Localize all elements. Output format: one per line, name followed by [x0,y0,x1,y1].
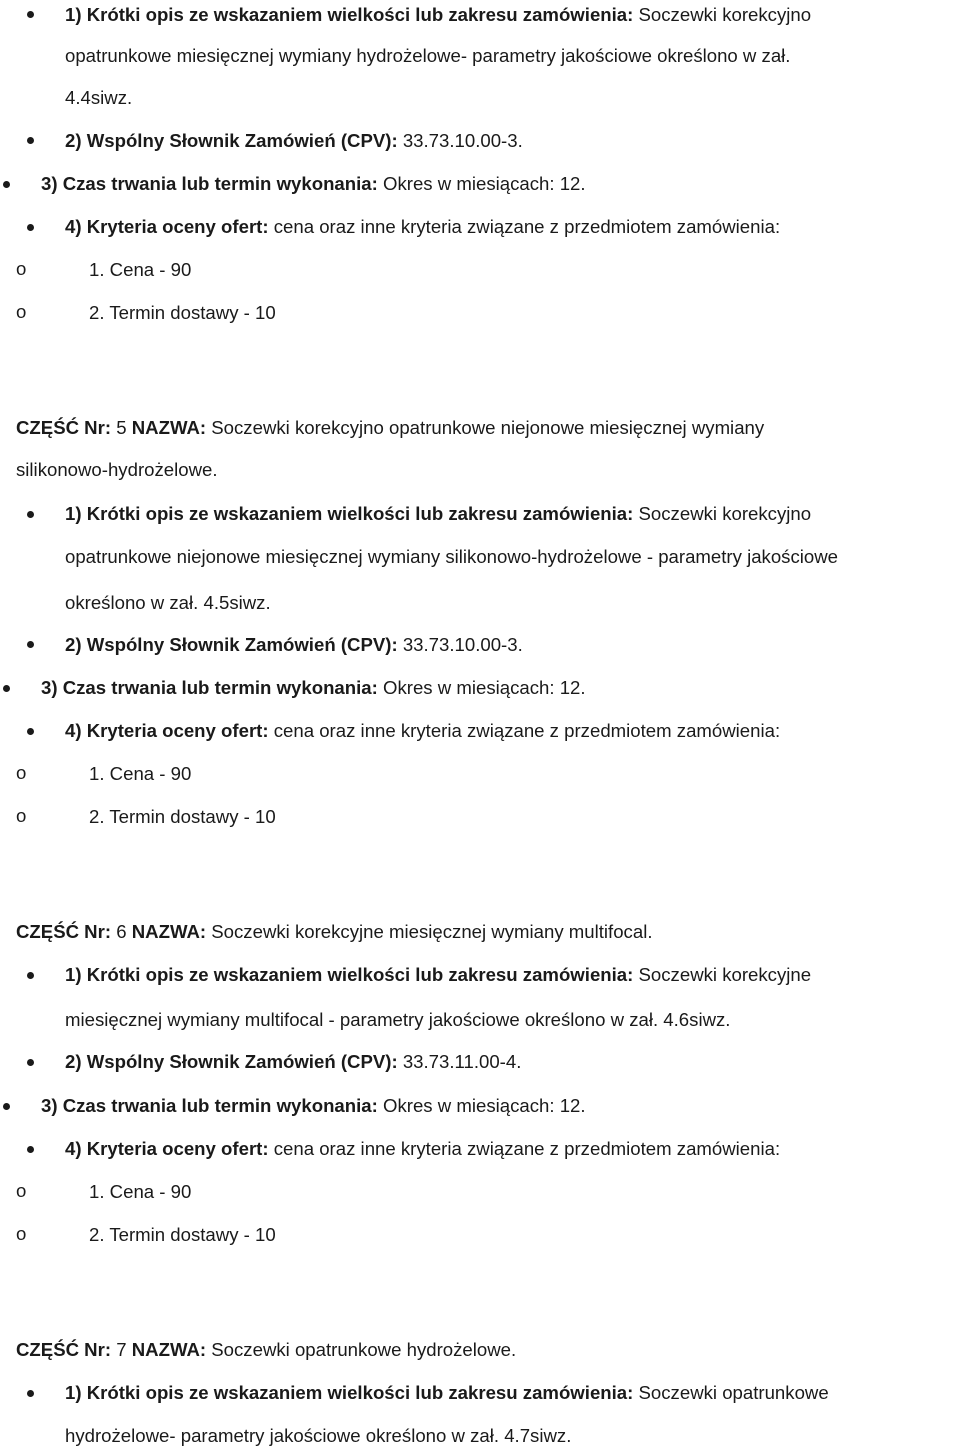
criterion-delivery: 2. Termin dostawy - 10 [89,1224,276,1245]
short-description: 1) Krótki opis ze wskazaniem wielkości lub zakresu zamówienia: Soczewki korekcyjne [65,964,812,985]
evaluation-criteria: 4) Kryteria oceny ofert: cena oraz inne kryteria związane z przedmiotem zamówienia: [65,1138,781,1159]
bullet-icon [27,224,34,231]
bullet-icon [3,181,10,188]
short-description-cont: określono w zał. 4.5siwz. [65,592,271,613]
sub-bullet-icon: o [16,301,27,322]
bullet-icon [27,728,34,735]
criterion-price: 1. Cena - 90 [89,259,192,280]
part-heading-cont: silikonowo-hydrożelowe. [16,459,218,480]
duration: 3) Czas trwania lub termin wykonania: Okres w miesiącach: 12. [41,173,586,194]
bullet-icon [27,11,34,18]
short-description: 1) Krótki opis ze wskazaniem wielkości lub zakresu zamówienia: Soczewki korekcyjno [65,503,812,524]
sub-bullet-icon: o [16,762,27,783]
bullet-icon [27,1146,34,1153]
evaluation-criteria: 4) Kryteria oceny ofert: cena oraz inne kryteria związane z przedmiotem zamówienia: [65,720,781,741]
duration: 3) Czas trwania lub termin wykonania: Okres w miesiącach: 12. [41,677,586,698]
short-description-cont: hydrożelowe- parametry jakościowe określono w zał. 4.7siwz. [65,1425,572,1446]
bullet-icon [27,641,34,648]
cpv-code: 2) Wspólny Słownik Zamówień (CPV): 33.73.11.00-4. [65,1051,522,1072]
short-description-cont: miesięcznej wymiany multifocal - parametry jakościowe określono w zał. 4.6siwz. [65,1009,731,1030]
bullet-icon [3,1103,10,1110]
short-description-cont: opatrunkowe niejonowe miesięcznej wymiany silikonowo-hydrożelowe - parametry jakościowe [65,546,839,567]
part-heading: CZĘŚĆ Nr: 7 NAZWA: Soczewki opatrunkowe hydrożelowe. [16,1339,517,1360]
short-description-cont: 4.4siwz. [65,87,133,108]
criterion-delivery: 2. Termin dostawy - 10 [89,302,276,323]
bullet-icon [27,1390,34,1397]
bullet-icon [27,137,34,144]
sub-bullet-icon: o [16,1223,27,1244]
duration: 3) Czas trwania lub termin wykonania: Okres w miesiącach: 12. [41,1095,586,1116]
bullet-icon [3,685,10,692]
bullet-icon [27,972,34,979]
cpv-code: 2) Wspólny Słownik Zamówień (CPV): 33.73.10.00-3. [65,130,523,151]
evaluation-criteria: 4) Kryteria oceny ofert: cena oraz inne kryteria związane z przedmiotem zamówienia: [65,216,781,237]
short-description-cont: opatrunkowe miesięcznej wymiany hydrożelowe- parametry jakościowe określono w zał. [65,45,791,66]
cpv-code: 2) Wspólny Słownik Zamówień (CPV): 33.73.10.00-3. [65,634,523,655]
bullet-icon [27,1059,34,1066]
short-description: 1) Krótki opis ze wskazaniem wielkości lub zakresu zamówienia: Soczewki korekcyjno [65,4,812,25]
criterion-price: 1. Cena - 90 [89,763,192,784]
sub-bullet-icon: o [16,258,27,279]
part-heading: CZĘŚĆ Nr: 5 NAZWA: Soczewki korekcyjno opatrunkowe niejonowe miesięcznej wymiany [16,417,765,438]
bullet-icon [27,511,34,518]
criterion-price: 1. Cena - 90 [89,1181,192,1202]
part-heading: CZĘŚĆ Nr: 6 NAZWA: Soczewki korekcyjne miesięcznej wymiany multifocal. [16,921,653,942]
sub-bullet-icon: o [16,1180,27,1201]
short-description: 1) Krótki opis ze wskazaniem wielkości lub zakresu zamówienia: Soczewki opatrunkowe [65,1382,829,1403]
sub-bullet-icon: o [16,805,27,826]
criterion-delivery: 2. Termin dostawy - 10 [89,806,276,827]
